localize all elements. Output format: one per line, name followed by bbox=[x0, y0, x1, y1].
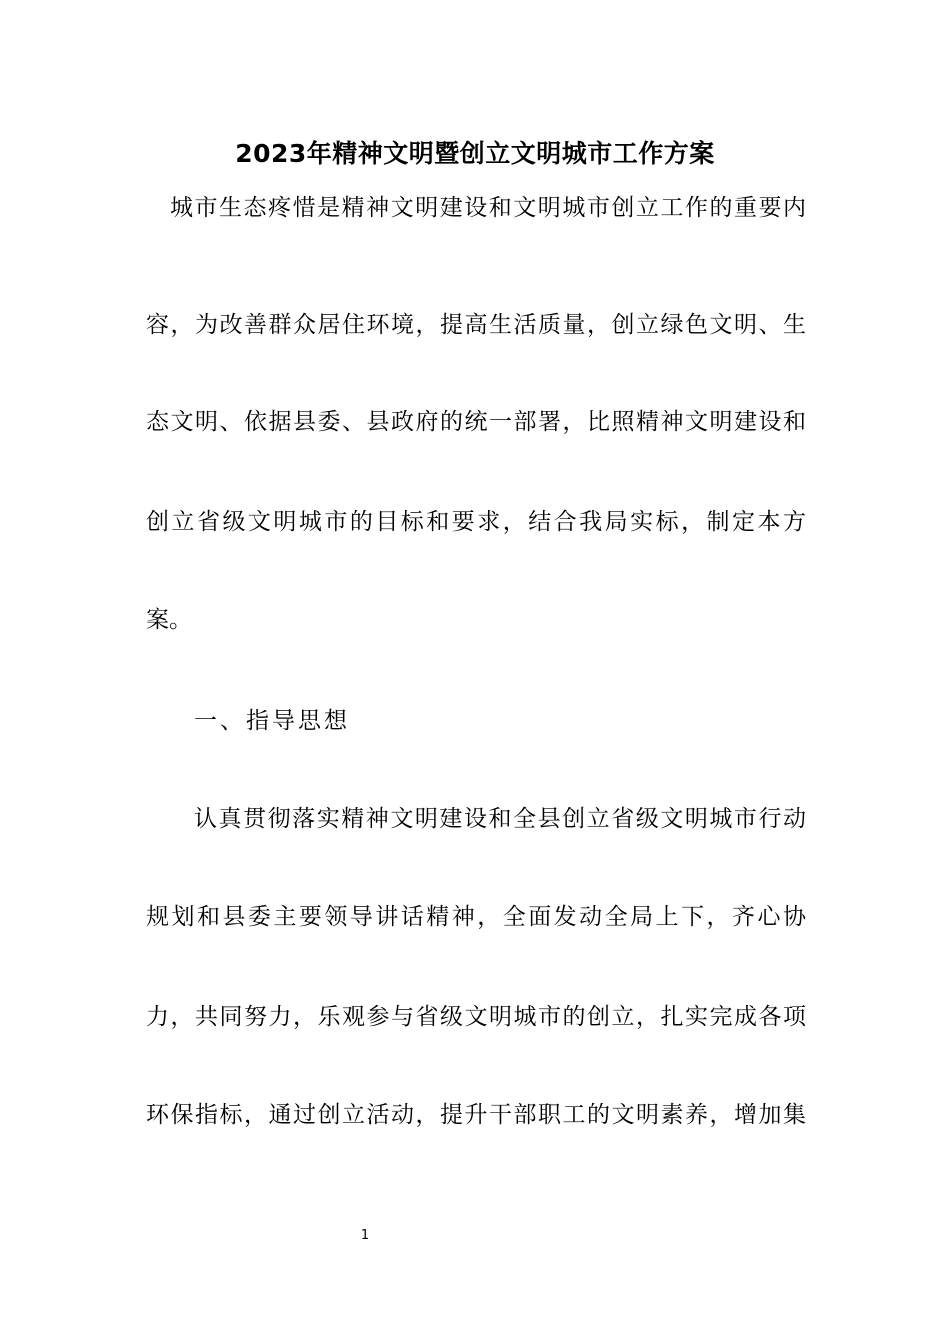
paragraph-line: 规划和县委主要领导讲话精神，全面发动全局上下，齐心协 bbox=[146, 904, 806, 930]
paragraph-line: 城市生态疼惜是精神文明建设和文明城市创立工作的重要内 bbox=[170, 195, 806, 221]
page-title: 2023年精神文明暨创立文明城市工作方案 bbox=[235, 139, 715, 168]
paragraph-line: 容，为改善群众居住环境，提高生活质量，创立绿色文明、生 bbox=[146, 312, 806, 338]
paragraph-line: 态文明、依据县委、县政府的统一部署，比照精神文明建设和 bbox=[146, 409, 806, 435]
paragraph-line: 创立省级文明城市的目标和要求，结合我局实标，制定本方 bbox=[146, 509, 806, 535]
paragraph-line: 案。 bbox=[146, 607, 192, 633]
section-heading-text: 一、指导思想 bbox=[194, 708, 350, 734]
paragraph-line: 力，共同努力，乐观参与省级文明城市的创立，扎实完成各项 bbox=[146, 1004, 806, 1030]
paragraph-line: 认真贯彻落实精神文明建设和全县创立省级文明城市行动 bbox=[194, 806, 806, 832]
page-number: 1 bbox=[360, 1228, 370, 1243]
paragraph-line: 环保指标，通过创立活动，提升干部职工的文明素养，增加集 bbox=[146, 1102, 806, 1128]
